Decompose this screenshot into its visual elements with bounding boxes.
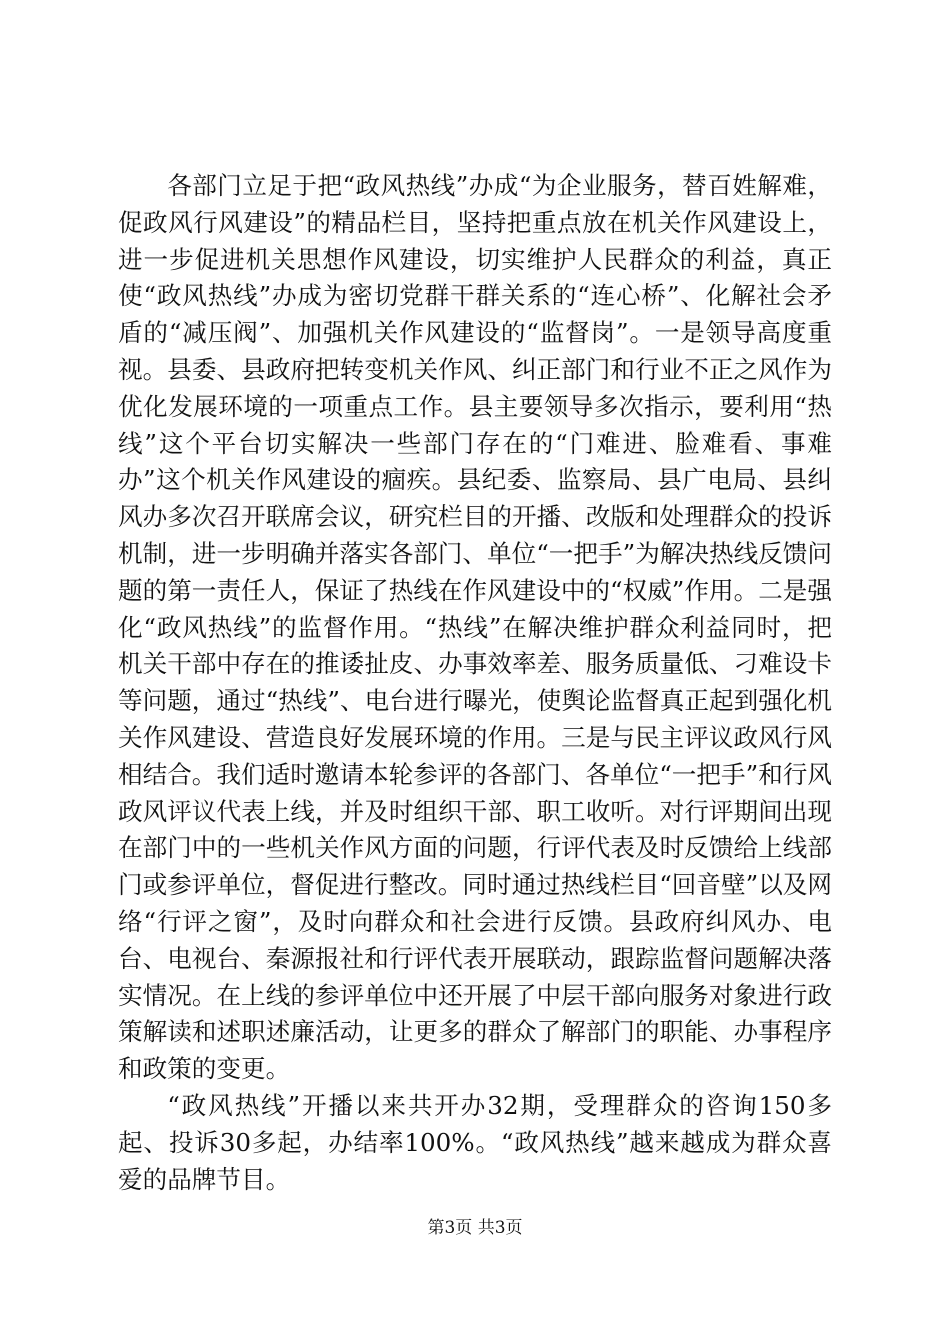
document-body [118, 168, 832, 1198]
body-paragraph-2: “政风热线”开播以来共开办32期，受理群众的咨询150多起、投诉30多起，办结率100%。“政风热线”越来越成为群众喜爱的品牌节目。 [118, 1090, 832, 1194]
body-paragraph-1: 各部门立足于把“政风热线”办成“为企业服务，替百姓解难，促政风行风建设”的精品栏目，坚持把重点放在机关作风建设上，进一步促进机关思想作风建设，切实维护人民群众的利益，真正使“政风热线”办成为密切党群干群关系的“连心桥”、化解社会矛盾的“减压阀”、加强机关作风建设的“监督岗”。一是领导高度重视。县委、县政府把转变机关作风、纠正部门和行业不正之风作为优化发展环境的一项重点工作。县主要领导多次指示，要利用“热线”这个平台切实解决一些部门存在的“门难进、脸难看、事难办”这个机关作风建设的痼疾。县纪委、监察局、县广电局、县纠风办多次召开联席会议，研究栏目的开播、改版和处理群众的投诉机制，进一步明确并落实各部门、单位“一把手”为解决热线反馈问题的第一责任人，保证了热线在作风建设中的“权威”作用。二是强化“政风热线”的监督作用。“热线”在解决维护群众利益同时，把机关干部中存在的推诿扯皮、办事效率差、服务质量低、刁难设卡等问题，通过“热线”、电台进行曝光，使舆论监督真正起到强化机关作风建设、营造良好发展环境的作用。三是与民主评议政风行风相结合。我们适时邀请本轮参评的各部门、各单位“一把手”和行风政风评议代表上线，并及时组织干部、职工收听。对行评期间出现在部门中的一些机关作风方面的问题，行评代表及时反馈给上线部门或参评单位，督促进行整改。同时通过热线栏目“回音壁”以及网络“行评之窗”，及时向群众和社会进行反馈。县政府纠风办、电台、电视台、秦源报社和行评代表开展联动，跟踪监督问题解决落实情况。在上线的参评单位中还开展了中层干部向服务对象进行政策解读和述职述廉活动，让更多的群众了解部门的职能、办事程序和政策的变更。 [118, 171, 832, 1084]
page-number-footer: 第3页 共3页 [427, 1218, 523, 1238]
